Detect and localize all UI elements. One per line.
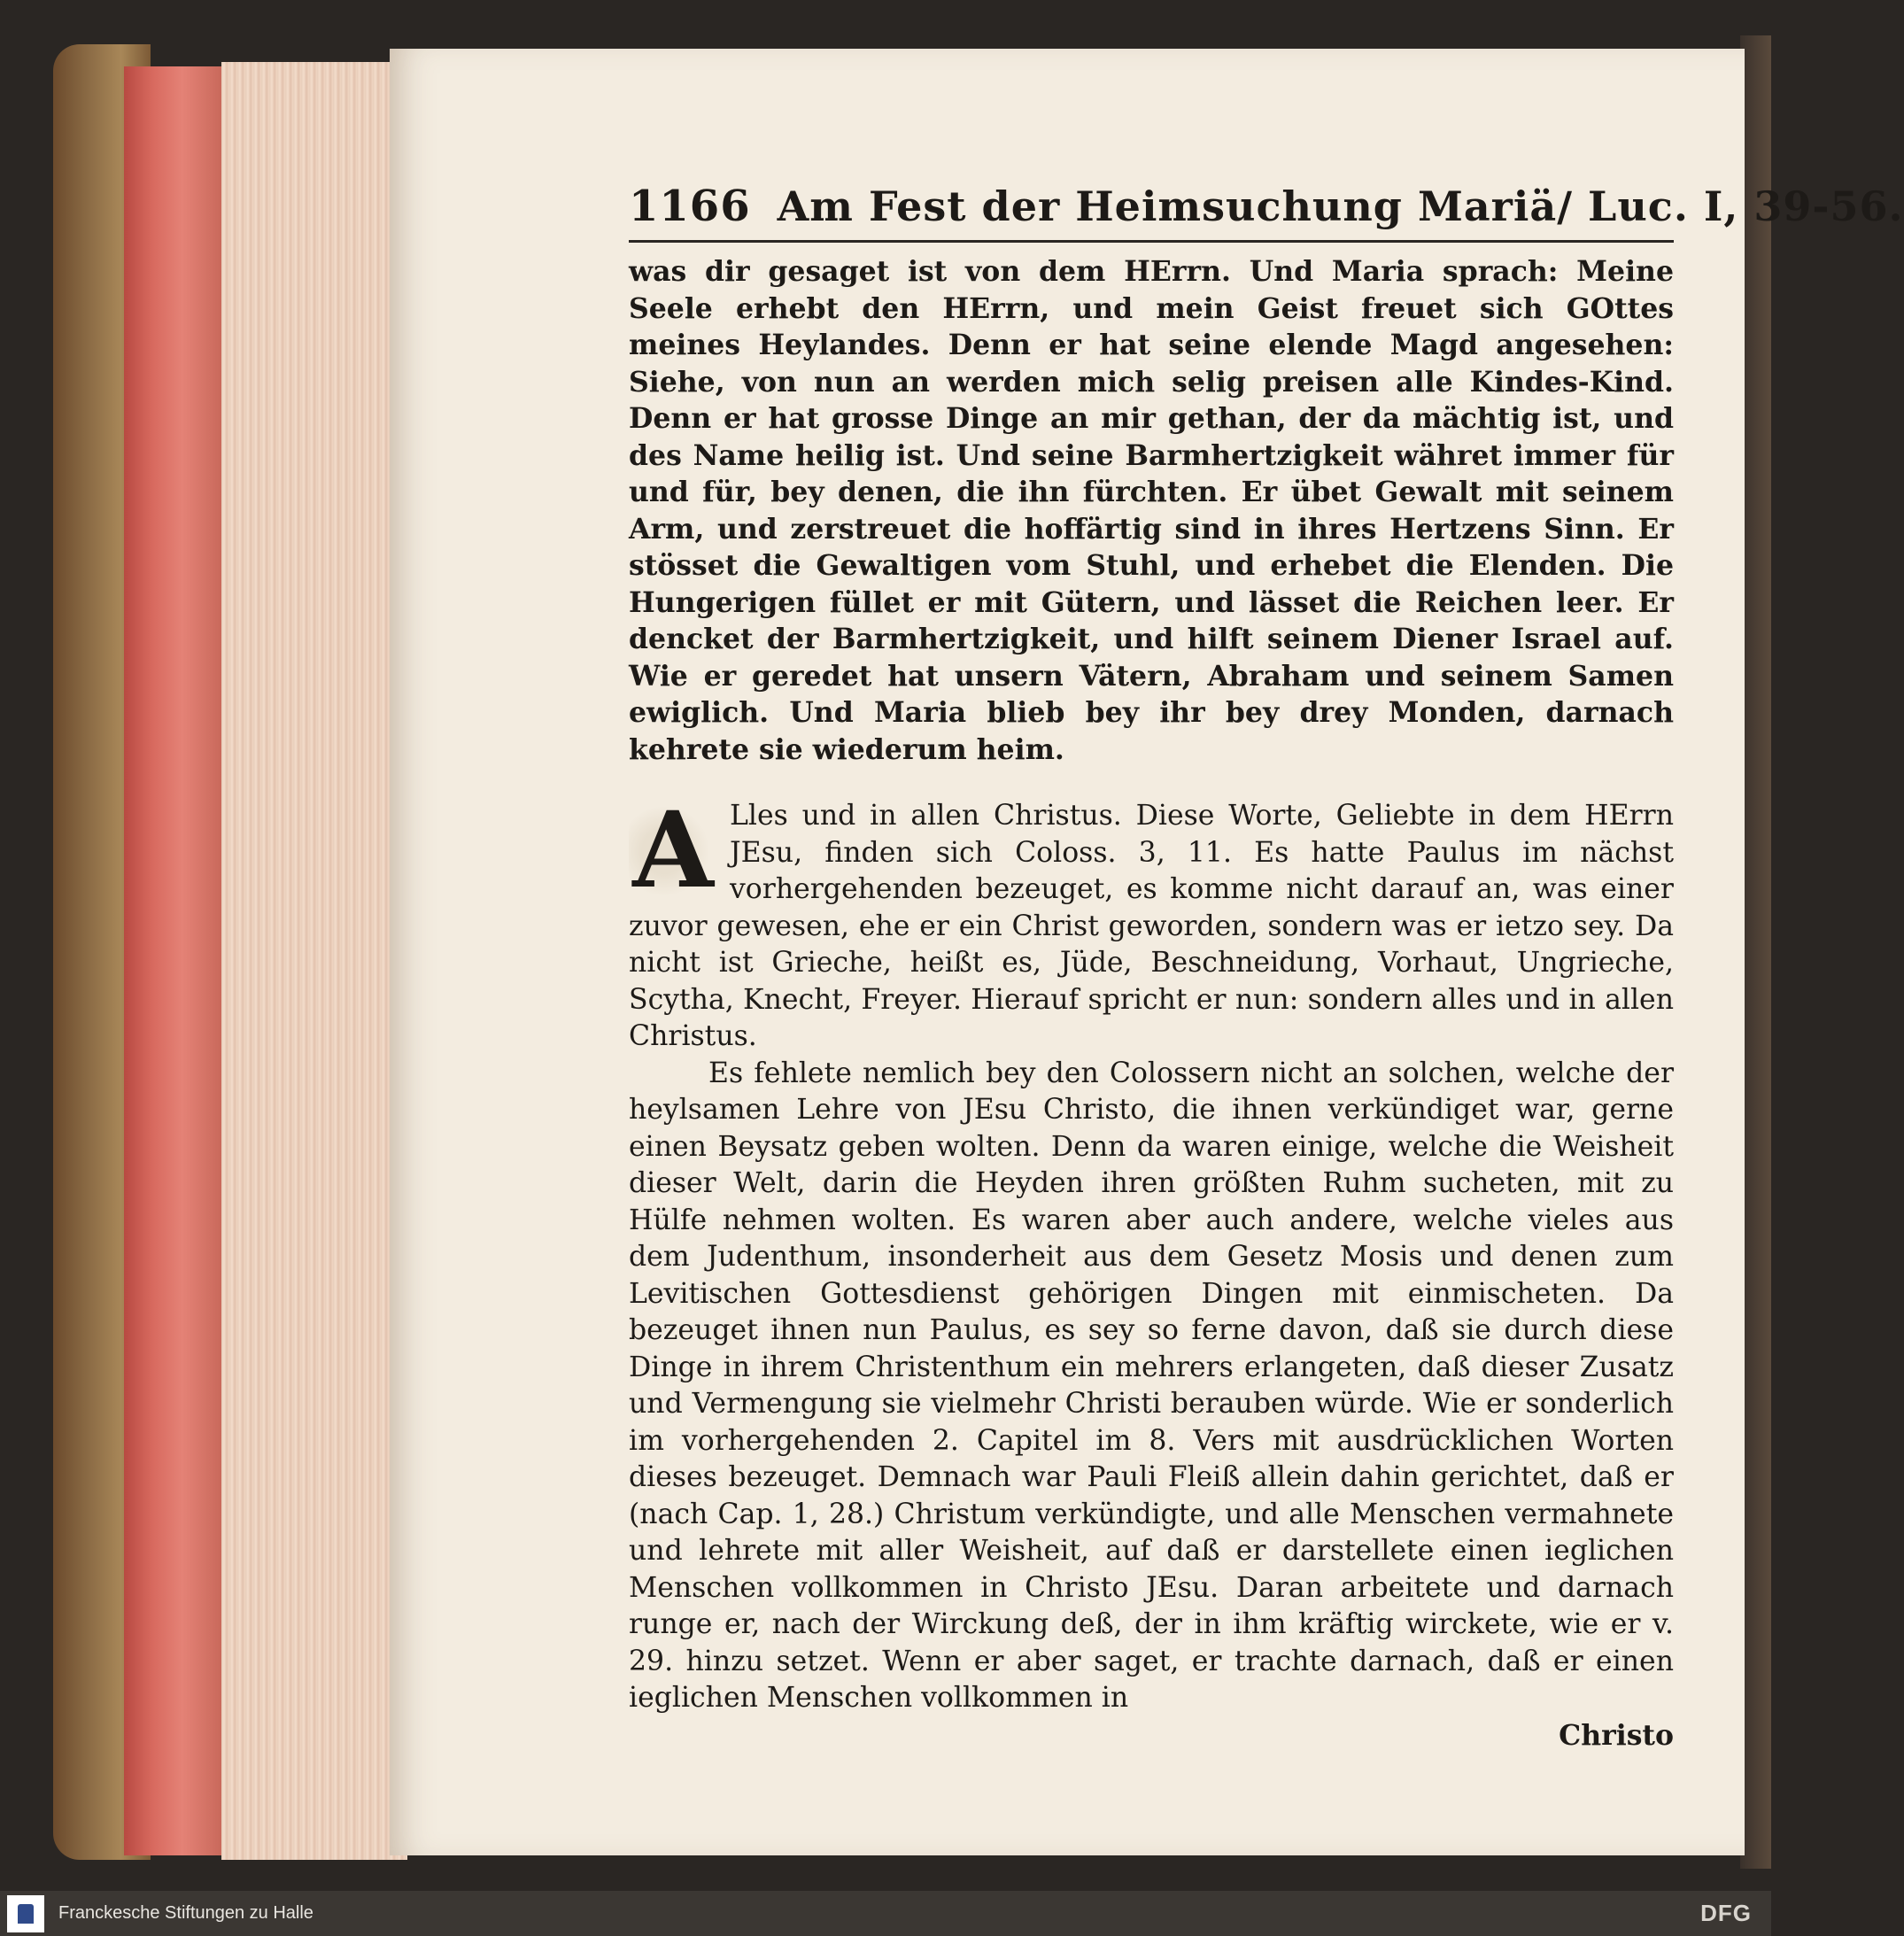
red-page-edge [124, 66, 221, 1855]
book-page [390, 49, 1904, 1855]
page-text-block [629, 182, 1904, 1752]
facing-page-edge [1740, 35, 1771, 1869]
page-number: 1166 [629, 182, 751, 231]
sermon-section [629, 788, 1674, 1754]
institution-name[interactable]: Franckesche Stiftungen zu Halle [58, 1903, 313, 1923]
dfg-logo[interactable]: DFG [1700, 1900, 1752, 1926]
footer-bar [0, 1891, 1771, 1936]
institution-logo-icon[interactable] [7, 1895, 44, 1932]
sermon-paragraph-1: Lles und in allen Christus. Diese Worte, Geliebte in dem HErrn JEsu, finden sich Coloss. 3, 11. Es hatte Paulus im nächst vorhergehenden bezeuget, es komme nicht darauf an, was einer zuvor gewesen, ehe er ein Christ geworden, sondern was er ietzo sey. Da nicht ist Grieche, heißt es, Jüde, Beschneidung, Vorhaut, Ungrieche, Scytha, Knecht, Freyer. Hierauf spricht er nun: sondern alles und in allen Christus. [629, 800, 1674, 1052]
running-title: Am Fest der Heimsuchung Mariä/ Luc. I, 39-56. [777, 182, 1904, 230]
running-header [629, 182, 1904, 243]
decorated-initial: A [629, 798, 717, 904]
sermon-paragraph-2: Es fehlete nemlich bey den Colossern nicht an solchen, welche der heylsamen Lehre von JEsu Christo, die ihnen verkündiget war, gerne einen Beysatz geben wolten. Denn da waren einige, welche die Weisheit dieser Welt, darin die Heyden ihren größten Ruhm sucheten, mit zu Hülfe nehmen wolten. Es waren aber auch andere, welche vieles aus dem Judenthum, insonderheit aus dem Gesetz Mosis und denen zum Levitischen Gottesdienst gehörigen Dingen mit einmischeten. Da bezeuget ihnen nun Paulus, es sey so ferne davon, daß sie durch diese Dinge in ihrem Christenthum ein mehrers erlangeten, daß dieser Zusatz und Vermengung sie vielmehr Christi berauben würde. Wie er sonderlich im vorhergehenden 2. Capitel im 8. Vers mit ausdrücklichen Worten dieses bezeuget. Demnach war Pauli Fleiß allein dahin gerichtet, daß er (nach Cap. 1, 28.) Christum verkündigte, und alle Menschen vermahnete und lehrete mit aller Weisheit, auf daß er darstellete einen ieglichen Menschen vollkommen in Christo JEsu. Daran arbeitete und darnach runge er, nach der Wirckung deß, der in ihm kräftig wirckete, wie er v. 29. hinzu setzet. Wenn er aber saget, er trachte darnach, daß er einen ieglichen Menschen vollkommen in [629, 1057, 1674, 1714]
catchword: Christo [1559, 1718, 1674, 1752]
scripture-paragraph: was dir gesaget ist von dem HErrn. Und Maria sprach: Meine Seele erhebt den HErrn, und mein Geist freuet sich GOttes meines Heylandes. Denn er hat seine elende Magd angesehen: Siehe, von nun an werden mich selig preisen alle Kindes-Kind. Denn er hat grosse Dinge an mir gethan, der da mächtig ist, und des Name heilig ist. Und seine Barmhertzigkeit währet immer für und für, bey denen, die ihn fürchten. Er übet Gewalt mit seinem Arm, und zerstreuet die hoffärtig sind in ihres Hertzens Sinn. Er stösset die Gewaltigen vom Stuhl, und erhebet die Elenden. Die Hungerigen füllet er mit Gütern, und lässet die Reichen leer. Er dencket der Barmhertzigkeit, und hilft seinem Diener Israel auf. Wie er geredet hat unsern Vätern, Abraham und seinem Samen ewiglich. Und Maria blieb bey ihr bey drey Monden, darnach kehrete sie wiederum heim. [629, 255, 1674, 766]
page-stack [221, 62, 407, 1860]
